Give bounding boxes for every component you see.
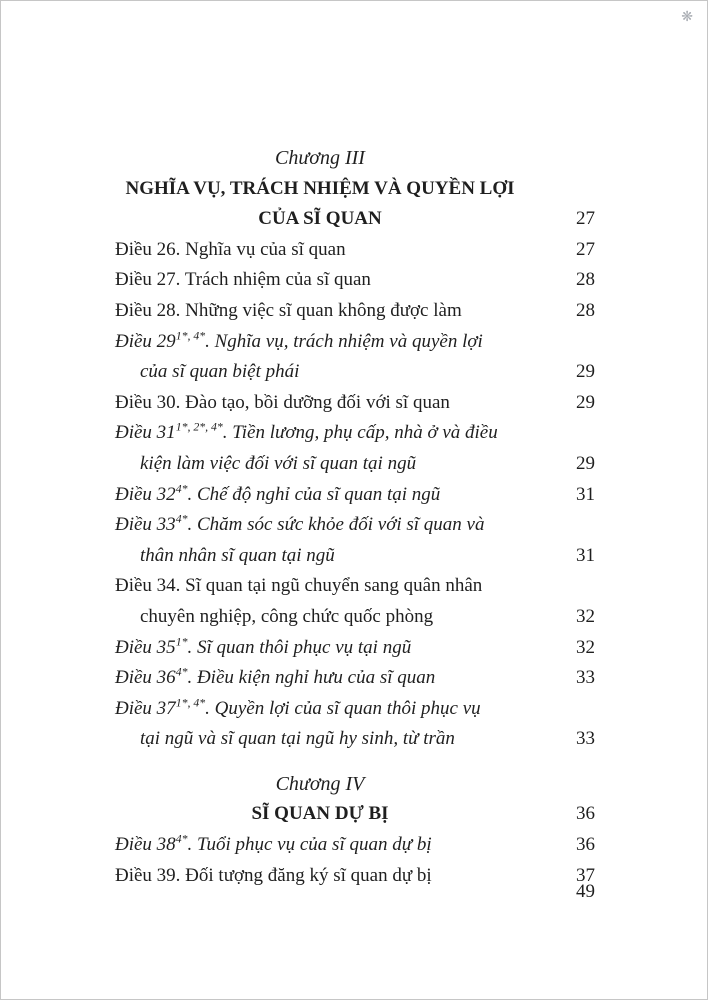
- entry-text: [115, 296, 566, 327]
- toc-entry: [115, 633, 595, 664]
- entry-text: [115, 510, 566, 571]
- entry-line: tại ngũ và sĩ quan tại ngũ hy sinh, từ trần: [140, 728, 455, 750]
- toc-entry: [115, 510, 595, 571]
- entry-page-number: 36: [576, 834, 595, 856]
- entry-superscript: 4*: [175, 665, 188, 679]
- entry-text: [115, 327, 566, 388]
- entry-superscript: 1*: [175, 635, 188, 649]
- entry-line: thân nhân sĩ quan tại ngũ: [140, 544, 335, 566]
- entry-text: [115, 830, 566, 861]
- entry-page-number: 29: [576, 361, 595, 383]
- section-page-number: 36: [576, 803, 595, 825]
- toc-entry: [115, 694, 595, 755]
- entry-text: [115, 633, 566, 664]
- entry-text: [115, 235, 566, 266]
- entry-superscript: 4*: [175, 832, 188, 846]
- entry-page-number: 37: [576, 864, 595, 886]
- entry-text: [115, 388, 566, 419]
- entry-line: Điều $29^{1*, 4*}$. Nghĩa vụ, trách nhiệm và quyền lợi: [115, 329, 483, 352]
- entry-page-number: 31: [576, 544, 595, 566]
- page-number: 49: [576, 881, 595, 902]
- entry-page-number: 33: [576, 728, 595, 750]
- section-heading-text: SĨ QUAN DỰ BỊ: [251, 803, 389, 825]
- entry-line: Điều $36^{4*}$. Điều kiện nghỉ hưu của sĩ quan: [115, 665, 436, 689]
- entry-line: Điều 26. Nghĩa vụ của sĩ quan: [115, 238, 346, 260]
- entry-line: của sĩ quan biệt phái: [140, 361, 300, 383]
- entry-text: [115, 480, 566, 511]
- entry-page-number: 27: [576, 238, 595, 260]
- entry-page-number: 28: [576, 269, 595, 291]
- entry-line: Điều 34. Sĩ quan tại ngũ chuyển sang quân nhân: [115, 575, 483, 597]
- toc-entry: [115, 861, 595, 892]
- chapter-label: Chương III: [275, 147, 365, 169]
- entry-line: Điều 27. Trách nhiệm của sĩ quan: [115, 269, 371, 291]
- entry-line: Điều $37^{1*, 4*}$. Quyền lợi của sĩ quan thôi phục vụ: [115, 696, 481, 719]
- section-heading-row: [115, 204, 595, 235]
- entry-superscript: 1*, 4*: [175, 696, 206, 710]
- section-heading: NGHĨA VỤ, TRÁCH NHIỆM VÀ QUYỀN LỢI: [125, 177, 515, 199]
- entry-line: chuyên nghiệp, công chức quốc phòng: [140, 605, 434, 627]
- entry-text: [115, 571, 566, 632]
- entry-text: [115, 418, 566, 479]
- entry-line: kiện làm việc đối với sĩ quan tại ngũ: [140, 452, 417, 474]
- entry-superscript: 4*: [175, 512, 188, 526]
- entry-text: [115, 663, 566, 694]
- chapter-label: Chương IV: [275, 772, 365, 795]
- entry-superscript: 4*: [175, 482, 188, 496]
- toc-entry: [115, 265, 595, 296]
- entry-page-number: 31: [576, 483, 595, 505]
- entry-page-number: 29: [576, 452, 595, 474]
- entry-line: Điều $32^{4*}$. Chế độ nghỉ của sĩ quan tại ngũ: [115, 482, 441, 505]
- section-heading-row: [115, 799, 595, 830]
- toc-entry: [115, 480, 595, 511]
- toc-entry: [115, 327, 595, 388]
- entry-line: Điều $35^{1*}$. Sĩ quan thôi phục vụ tại ngũ: [115, 635, 412, 658]
- toc-entry: [115, 571, 595, 632]
- entry-page-number: 32: [576, 605, 595, 627]
- entry-page-number: 32: [576, 636, 595, 658]
- toc-entry: [115, 418, 595, 479]
- toc-entry: [115, 388, 595, 419]
- entry-line: Điều $33^{4*}$. Chăm sóc sức khỏe đối với sĩ quan và: [115, 512, 485, 536]
- flower-ornament-icon: ❋: [681, 10, 693, 25]
- entry-superscript: 1*, 2*, 4*: [175, 421, 223, 435]
- entry-line: Điều 30. Đào tạo, bồi dưỡng đối với sĩ quan: [115, 391, 450, 413]
- entry-line: Điều 39. Đối tượng đăng ký sĩ quan dự bị: [115, 864, 432, 886]
- entry-page-number: 28: [576, 299, 595, 321]
- toc-entry: [115, 296, 595, 327]
- toc-entry: [115, 663, 595, 694]
- entry-line: Điều 28. Những việc sĩ quan không được làm: [115, 299, 462, 321]
- entry-superscript: 1*, 4*: [175, 329, 206, 343]
- section-heading-text: CỦA SĨ QUAN: [258, 208, 382, 230]
- entry-text: [115, 265, 566, 296]
- toc-entry: [115, 235, 595, 266]
- entry-line: Điều $38^{4*}$. Tuổi phục vụ của sĩ quan dự bị: [115, 832, 432, 856]
- entry-page-number: 29: [576, 391, 595, 413]
- entry-text: [115, 694, 566, 755]
- toc: [115, 1, 595, 891]
- entry-page-number: 33: [576, 667, 595, 689]
- section-page-number: 27: [576, 208, 595, 230]
- entry-line: Điều $31^{1*, 2*, 4*}$. Tiền lương, phụ cấp, nhà ở và điều: [115, 421, 498, 444]
- entry-text: [115, 861, 566, 892]
- toc-entry: [115, 830, 595, 861]
